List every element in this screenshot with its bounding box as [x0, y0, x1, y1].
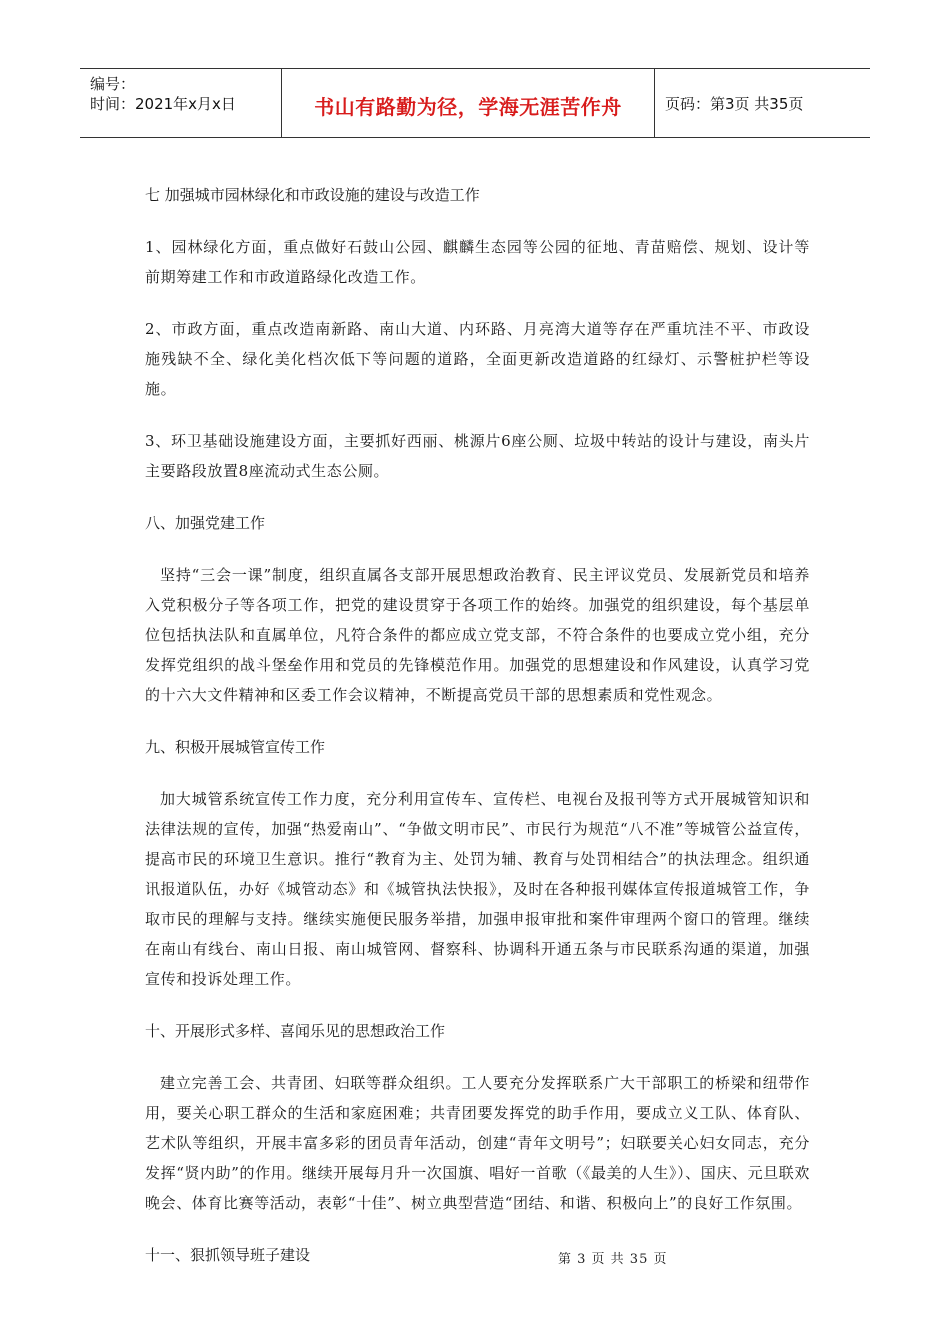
section-heading: 八、加强党建工作 — [145, 514, 266, 532]
document-body — [145, 180, 810, 1292]
section-heading: 九、积极开展城管宣传工作 — [145, 738, 326, 756]
paragraph: 1、园林绿化方面，重点做好石鼓山公园、麒麟生态园等公园的征地、青苗赔偿、规划、设计等前期筹建工作和市政道路绿化改造工作。 — [145, 238, 810, 286]
section-heading: 十一、狠抓领导班子建设 — [145, 1246, 311, 1264]
paragraph: 3、环卫基础设施建设方面，主要抓好西丽、桃源片6座公厕、垃圾中转站的设计与建设，南头片主要路段放置8座流动式生态公厕。 — [145, 432, 810, 480]
footer-page-number: 第 3 页 共 35 页 — [558, 1252, 668, 1267]
paragraph: 2、市政方面，重点改造南新路、南山大道、内环路、月亮湾大道等存在严重坑洼不平、市政设施残缺不全、绿化美化档次低下等问题的道路，全面更新改造道路的红绿灯、示警桩护栏等设施。 — [145, 320, 810, 398]
document-header — [80, 68, 870, 138]
header-motto: 书山有路勤为径，学海无涯苦作舟 — [314, 95, 622, 119]
paragraph: 加大城管系统宣传工作力度，充分利用宣传车、宣传栏、电视台及报刊等方式开展城管知识和法律法规的宣传，加强“热爱南山”、“争做文明市民”、市民行为规范“八不准”等城管公益宣传，提高市民的环境卫生意识。推行“教育为主、处罚为辅、教育与处罚相结合”的执法理念。组织通讯报道队伍，办好《城管动态》和《城管执法快报》，及时在各种报刊媒体宣传报道城管工作，争取市民的理解与支持。继续实施便民服务举措，加强申报审批和案件审理两个窗口的管理。继续在南山有线台、南山日报、南山城管网、督察科、协调科开通五条与市民联系沟通的渠道，加强宣传和投诉处理工作。 — [145, 790, 810, 988]
header-motto-cell — [282, 69, 655, 137]
document-date: 时间：2021年x月x日 — [90, 95, 236, 113]
header-page-cell — [655, 69, 870, 137]
paragraph: 坚持“三会一课”制度，组织直属各支部开展思想政治教育、民主评议党员、发展新党员和培养入党积极分子等各项工作，把党的建设贯穿于各项工作的始终。加强党的组织建设，每个基层单位包括执法队和直属单位，凡符合条件的都应成立党支部，不符合条件的也要成立党小组，充分发挥党组织的战斗堡垒作用和党员的先锋模范作用。加强党的思想建设和作风建设，认真学习党的十六大文件精神和区委工作会议精神，不断提高党员干部的思想素质和党性观念。 — [145, 566, 810, 704]
header-meta-cell — [80, 69, 282, 137]
section-heading: 十、开展形式多样、喜闻乐见的思想政治工作 — [145, 1022, 446, 1040]
header-page-info: 页码：第3页 共35页 — [665, 95, 804, 113]
section-heading: 七 加强城市园林绿化和市政设施的建设与改造工作 — [145, 186, 480, 204]
document-number-label: 编号： — [90, 75, 136, 93]
paragraph: 建立完善工会、共青团、妇联等群众组织。工人要充分发挥联系广大干部职工的桥梁和纽带作用，要关心职工群众的生活和家庭困难；共青团要发挥党的助手作用，要成立义工队、体育队、艺术队等组织，开展丰富多彩的团员青年活动，创建“青年文明号”；妇联要关心妇女同志，充分发挥“贤内助”的作用。继续开展每月升一次国旗、唱好一首歌（《最美的人生》）、国庆、元旦联欢晚会、体育比赛等活动，表彰“十佳”、树立典型营造“团结、和谐、积极向上”的良好工作氛围。 — [145, 1074, 810, 1212]
